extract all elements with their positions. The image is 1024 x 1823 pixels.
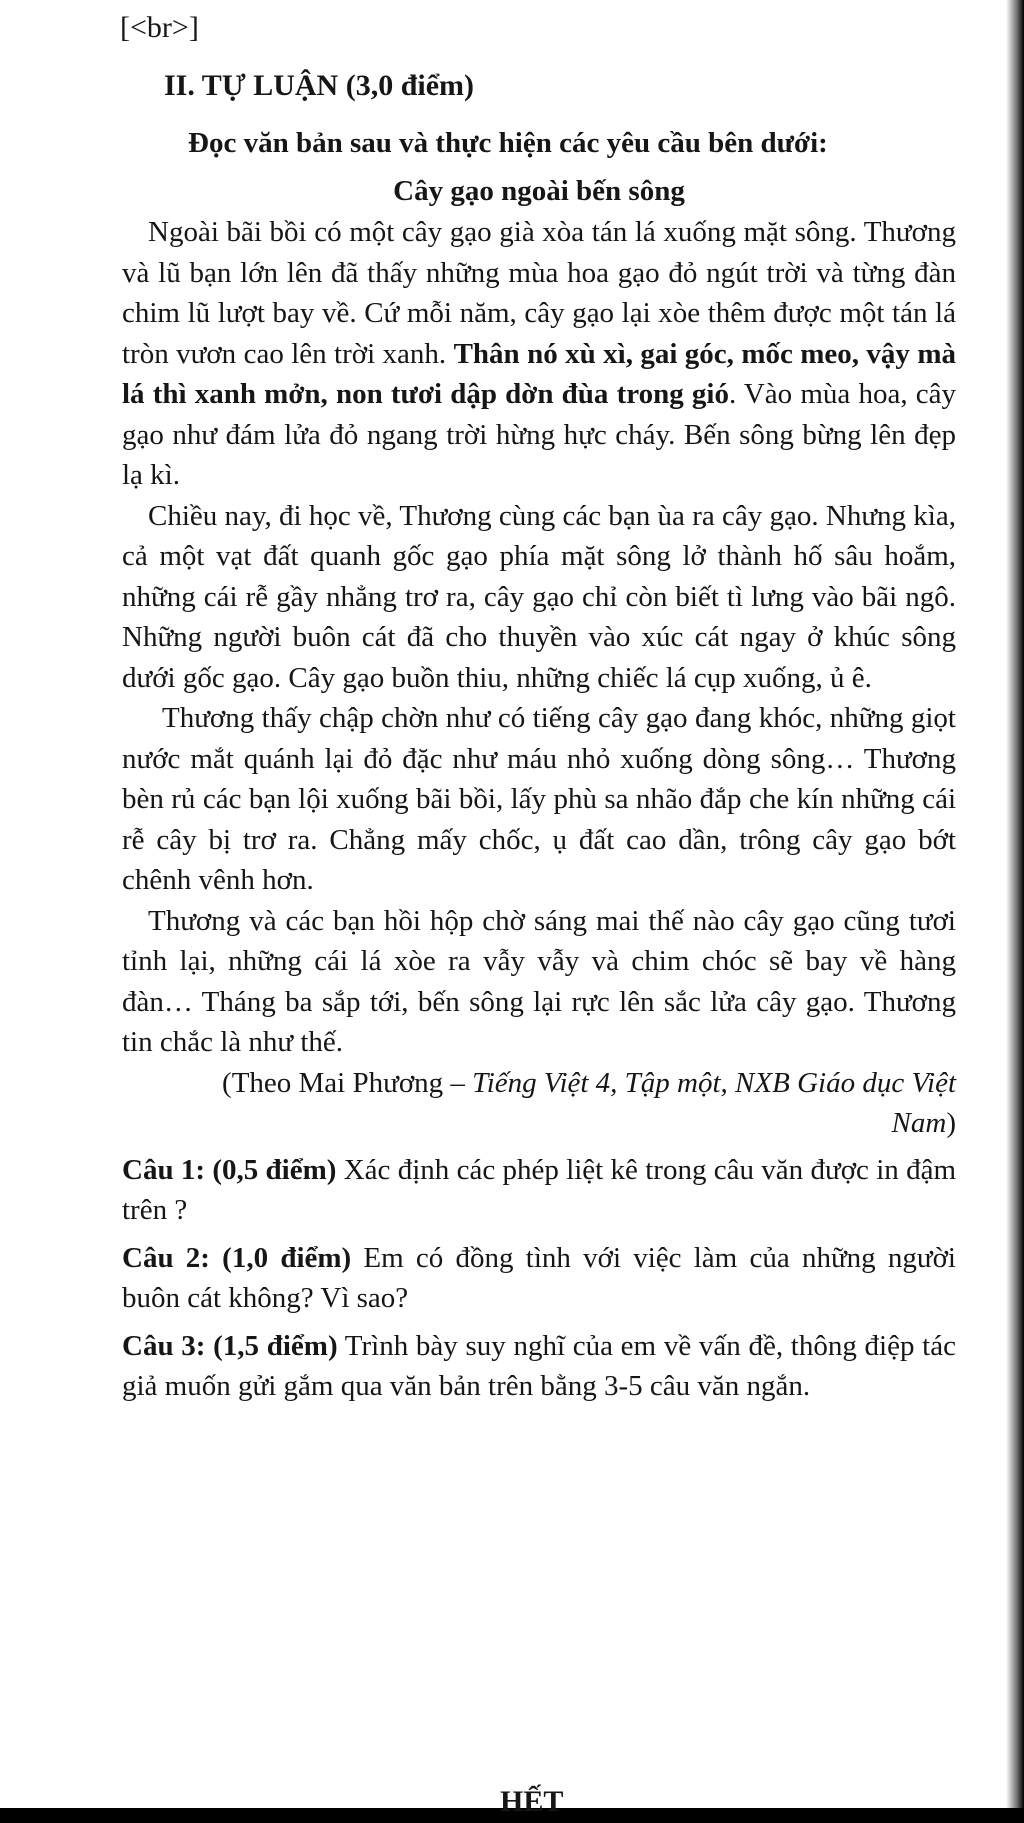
question-3-label: Câu 3: (1,5 điểm) [122,1329,338,1362]
story-paragraph-3: Thương thấy chập chờn như có tiếng cây gạo đang khóc, những giọt nước mắt quánh lại đỏ đặc như máu nhỏ xuống dòng sông… Thương bèn rủ các bạn lội xuống bãi bồi, lấy phù sa nhão đắp che kín những cái rễ cây bị trơ ra. Chẳng mấy chốc, ụ đất cao dần, trông cây gạo bớt chênh vênh hơn. [122,702,956,896]
question-1 [122,1150,956,1230]
source-citation [122,1063,956,1144]
question-3 [122,1326,956,1406]
source-book-title: Tiếng Việt 4, Tập một, NXB Giáo dục Việt Nam [472,1066,956,1139]
story-paragraph-2: Chiều nay, đi học về, Thương cùng các bạn ùa ra cây gạo. Nhưng kìa, cả một vạt đất quanh gốc gạo phía mặt sông lở thành hố sâu hoắm, những cái rễ gầy nhẳng trơ ra, cây gạo chỉ còn biết tì lưng vào bãi ngô. Những người buôn cát đã cho thuyền vào xúc cát ngay ở khúc sông dưới gốc gạo. Cây gạo buồn thiu, những chiếc lá cụp xuống, ủ ê. [122,499,956,694]
paragraph-1-text-c: . Vào mùa hoa, cây gạo như đám lửa đỏ ngang trời hừng hực cháy. Bến sông bừng lên đẹp lạ kì. [122,378,956,491]
html-tag-text: [<br>] [120,11,199,44]
page-edge-shadow [1006,0,1024,1808]
paragraph-1-text-a: Ngoài bãi bồi có một cây gạo già xòa tán lá xuống mặt sông. Thương và lũ bạn lớn lên đã thấy những mùa hoa gạo đỏ ngút trời và từng đàn chim lũ lượt bay về. Cứ mỗi năm, cây gạo lại xòe thêm được một tán lá tròn vươn cao lên trời xanh. [122,216,956,370]
story-paragraph-4: Thương và các bạn hồi hộp chờ sáng mai thế nào cây gạo cũng tươi tỉnh lại, những cái lá xòe ra vẫy vẫy và chim chóc sẽ bay về hàng đàn… Tháng ba sắp tới, bến sông lại rực lên sắc lửa cây gạo. Thương tin chắc là như thế. [122,904,956,1058]
end-marker: HẾT [500,1785,564,1818]
story-title: Cây gạo ngoài bến sông [393,175,685,207]
story-paragraph-1 [122,212,956,496]
source-suffix: ) [946,1107,956,1139]
instruction-text: Đọc văn bản sau và thực hiện các yêu cầu bên dưới: [188,127,828,159]
question-2-label: Câu 2: (1,0 điểm) [122,1241,352,1274]
question-2-text: Em có đồng tình với việc làm của những người buôn cát không? Vì sao? [122,1241,956,1314]
source-prefix: (Theo Mai Phương – [222,1066,473,1099]
question-1-label: Câu 1: (0,5 điểm) [122,1153,337,1186]
question-1-text: Xác định các phép liệt kê trong câu văn được in đậm trên ? [122,1153,956,1226]
bold-sentence: Thân nó xù xì, gai góc, mốc meo, vậy mà lá thì xanh mởn, non tươi dập dờn đùa trong gió [122,337,956,410]
question-3-text: Trình bày suy nghĩ của em về vấn đề, thông điệp tác giả muốn gửi gắm qua văn bản trên bằng 3-5 câu văn ngắn. [122,1329,956,1402]
question-2 [122,1238,956,1318]
section-title: II. TỰ LUẬN (3,0 điểm) [164,69,475,102]
